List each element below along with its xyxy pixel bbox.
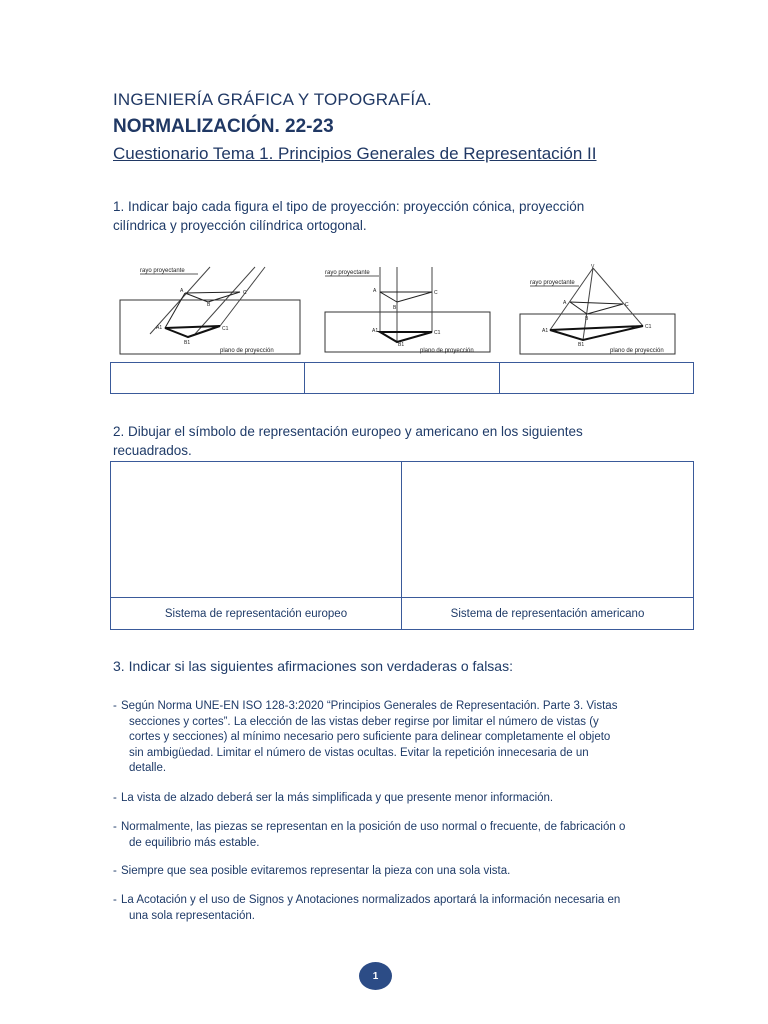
plane-label-3: plano de proyección (610, 348, 664, 354)
plane-label-1: plano de proyección (220, 348, 274, 354)
question-1-line-2: cilíndrica y proyección cilíndrica ortogonal. (113, 218, 367, 233)
dash: - (113, 894, 117, 906)
dash: - (113, 792, 117, 804)
point-label: C (434, 290, 438, 296)
point-label: B1 (184, 340, 191, 346)
point-label: C1 (222, 326, 229, 332)
question-2-line-2: recuadrados. (113, 443, 192, 458)
answer-cell-figure-3[interactable] (500, 363, 693, 393)
american-symbol-box[interactable] (402, 462, 693, 598)
statement-3-line: Normalmente, las piezas se representan en la posición de uso normal o frecuente, de fabricación o (121, 821, 626, 833)
point-label: A1 (156, 325, 163, 331)
dash: - (113, 821, 117, 833)
european-label: Sistema de representación europeo (111, 598, 402, 629)
answer-cell-figure-2[interactable] (305, 363, 499, 393)
statement-1-line: sin ambigüedad. Limitar el número de vistas ocultas. Evitar la repetición innecesaria de un (129, 746, 589, 759)
statement-4 (113, 864, 683, 880)
answer-row-q1 (110, 362, 694, 394)
point-label: C1 (645, 324, 652, 330)
question-1 (113, 197, 673, 235)
ray-label-2: rayo proyectante (325, 270, 370, 276)
question-1-line-1: 1. Indicar bajo cada figura el tipo de proyección: proyección cónica, proyección (113, 199, 585, 214)
point-label: A1 (372, 328, 379, 334)
statement-2-line: La vista de alzado deberá ser la más simplificada y que presente menor información. (121, 792, 554, 804)
dash: - (113, 865, 117, 877)
questionnaire-title: Cuestionario Tema 1. Principios Generales de Representación II (113, 144, 597, 163)
point-label: B1 (398, 342, 405, 348)
statement-5 (113, 893, 683, 924)
subject-title: NORMALIZACIÓN. 22-23 (113, 116, 334, 137)
point-label: A (373, 288, 377, 294)
statement-5-line: La Acotación y el uso de Signos y Anotaciones normalizados aportará la información necesaria en (121, 894, 621, 906)
european-symbol-box[interactable] (111, 462, 402, 598)
point-label: C (625, 302, 629, 308)
statement-1-line: secciones y cortes”. La elección de las vistas deber regirse por limitar el número de vistas (y (129, 715, 599, 728)
statement-2 (113, 791, 683, 807)
statement-1 (113, 699, 683, 777)
point-label: B (585, 316, 589, 322)
figure-conical-projection (515, 262, 685, 362)
point-label: B1 (578, 342, 585, 348)
point-label: B (207, 302, 211, 308)
statement-3 (113, 820, 683, 851)
figure-oblique-projection (110, 262, 310, 362)
statement-3-line: de equilibrio más estable. (129, 836, 260, 849)
point-label: A (563, 300, 567, 306)
point-label: B (393, 305, 397, 311)
american-label: Sistema de representación americano (450, 607, 645, 620)
course-title: INGENIERÍA GRÁFICA Y TOPOGRAFÍA. (113, 90, 432, 109)
point-label: V (591, 264, 595, 270)
question-2 (113, 422, 673, 460)
statement-5-line: una sola representación. (129, 909, 255, 922)
point-label: A (180, 288, 184, 294)
symbol-table (110, 461, 694, 630)
page-number-badge: 1 (359, 962, 392, 990)
figure-orthogonal-projection (315, 262, 500, 362)
statement-4-line: Siempre que sea posible evitaremos representar la pieza con una sola vista. (121, 865, 511, 877)
point-label: C (243, 290, 247, 296)
plane-label-2: plano de proyección (420, 348, 474, 354)
ray-label-1: rayo proyectante (140, 268, 185, 274)
statement-1-line: cortes y secciones) al mínimo necesario pero suficiente para delinear completamente el objeto (129, 731, 611, 743)
question-2-line-1: 2. Dibujar el símbolo de representación europeo y americano en los siguientes (113, 424, 583, 439)
answer-cell-figure-1[interactable] (111, 363, 305, 393)
point-label: A1 (542, 328, 549, 334)
dash: - (113, 700, 117, 712)
question-3: 3. Indicar si las siguientes afirmaciones son verdaderas o falsas: (113, 658, 513, 674)
statement-1-line: Según Norma UNE-EN ISO 128-3:2020 “Principios Generales de Representación. Parte 3. Vistas (121, 700, 618, 712)
point-label: C1 (434, 330, 441, 336)
statement-1-line: detalle. (129, 762, 167, 774)
ray-label-3: rayo proyectante (530, 280, 575, 286)
